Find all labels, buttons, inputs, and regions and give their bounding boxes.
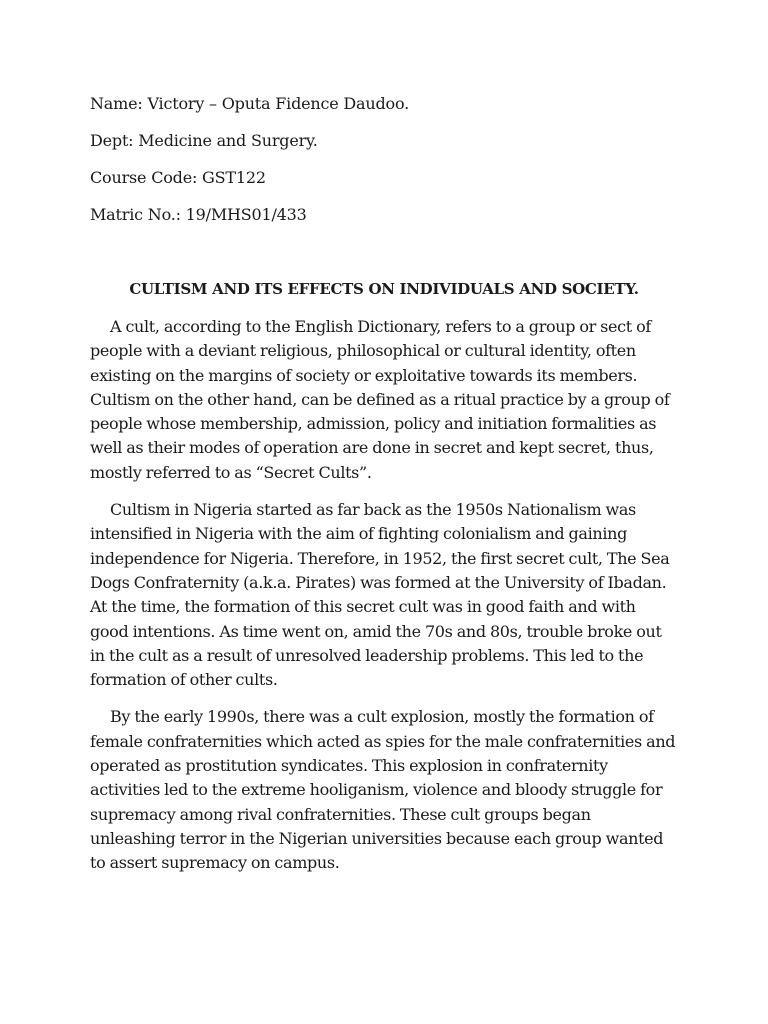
paragraph-explosion: By the early 1990s, there was a cult explosion, mostly the formation of female confraternities which acted as spies for the male confraternities and operated as prostitution syndicates. This explosion in confraternity activities led to the extreme hooliganism, violence and bloody struggle for supremacy among rival confraternities. These cult groups began unleashing terror in the Nigerian universities because each group wanted to assert supremacy on campus. [90,707,676,873]
student-name: Name: Victory – Oputa Fidence Daudoo. [90,94,409,113]
matric-number: Matric No.: 19/MHS01/433 [90,205,307,224]
paragraph-history: Cultism in Nigeria started as far back as the 1950s Nationalism was intensified in Nigeria with the aim of fighting colonialism and gaining independence for Nigeria. Therefore, in 1952, the first secret cult, The Sea Dogs Confraternity (a.k.a. Pirates) was formed at the University of Ibadan. At the time, the formation of this secret cult was in good faith and with good intentions. As time went on, amid the 70s and 80s, trouble broke out in the cult as a result of unresolved leadership problems. This led to the formation of other cults. [90,500,670,690]
document-page [90,94,678,889]
essay-title: CULTISM AND ITS EFFECTS ON INDIVIDUALS AND SOCIETY. [129,280,639,298]
student-dept: Dept: Medicine and Surgery. [90,131,318,150]
paragraph-definition: A cult, according to the English Dictionary, refers to a group or sect of people with a deviant religious, philosophical or cultural identity, often existing on the margins of society or exploitative towards its members. Cultism on the other hand, can be defined as a ritual practice by a group of people whose membership, admission, policy and initiation formalities as well as their modes of operation are done in secret and kept secret, thus, mostly referred to as “Secret Cults”. [90,317,670,482]
course-code: Course Code: GST122 [90,168,266,187]
